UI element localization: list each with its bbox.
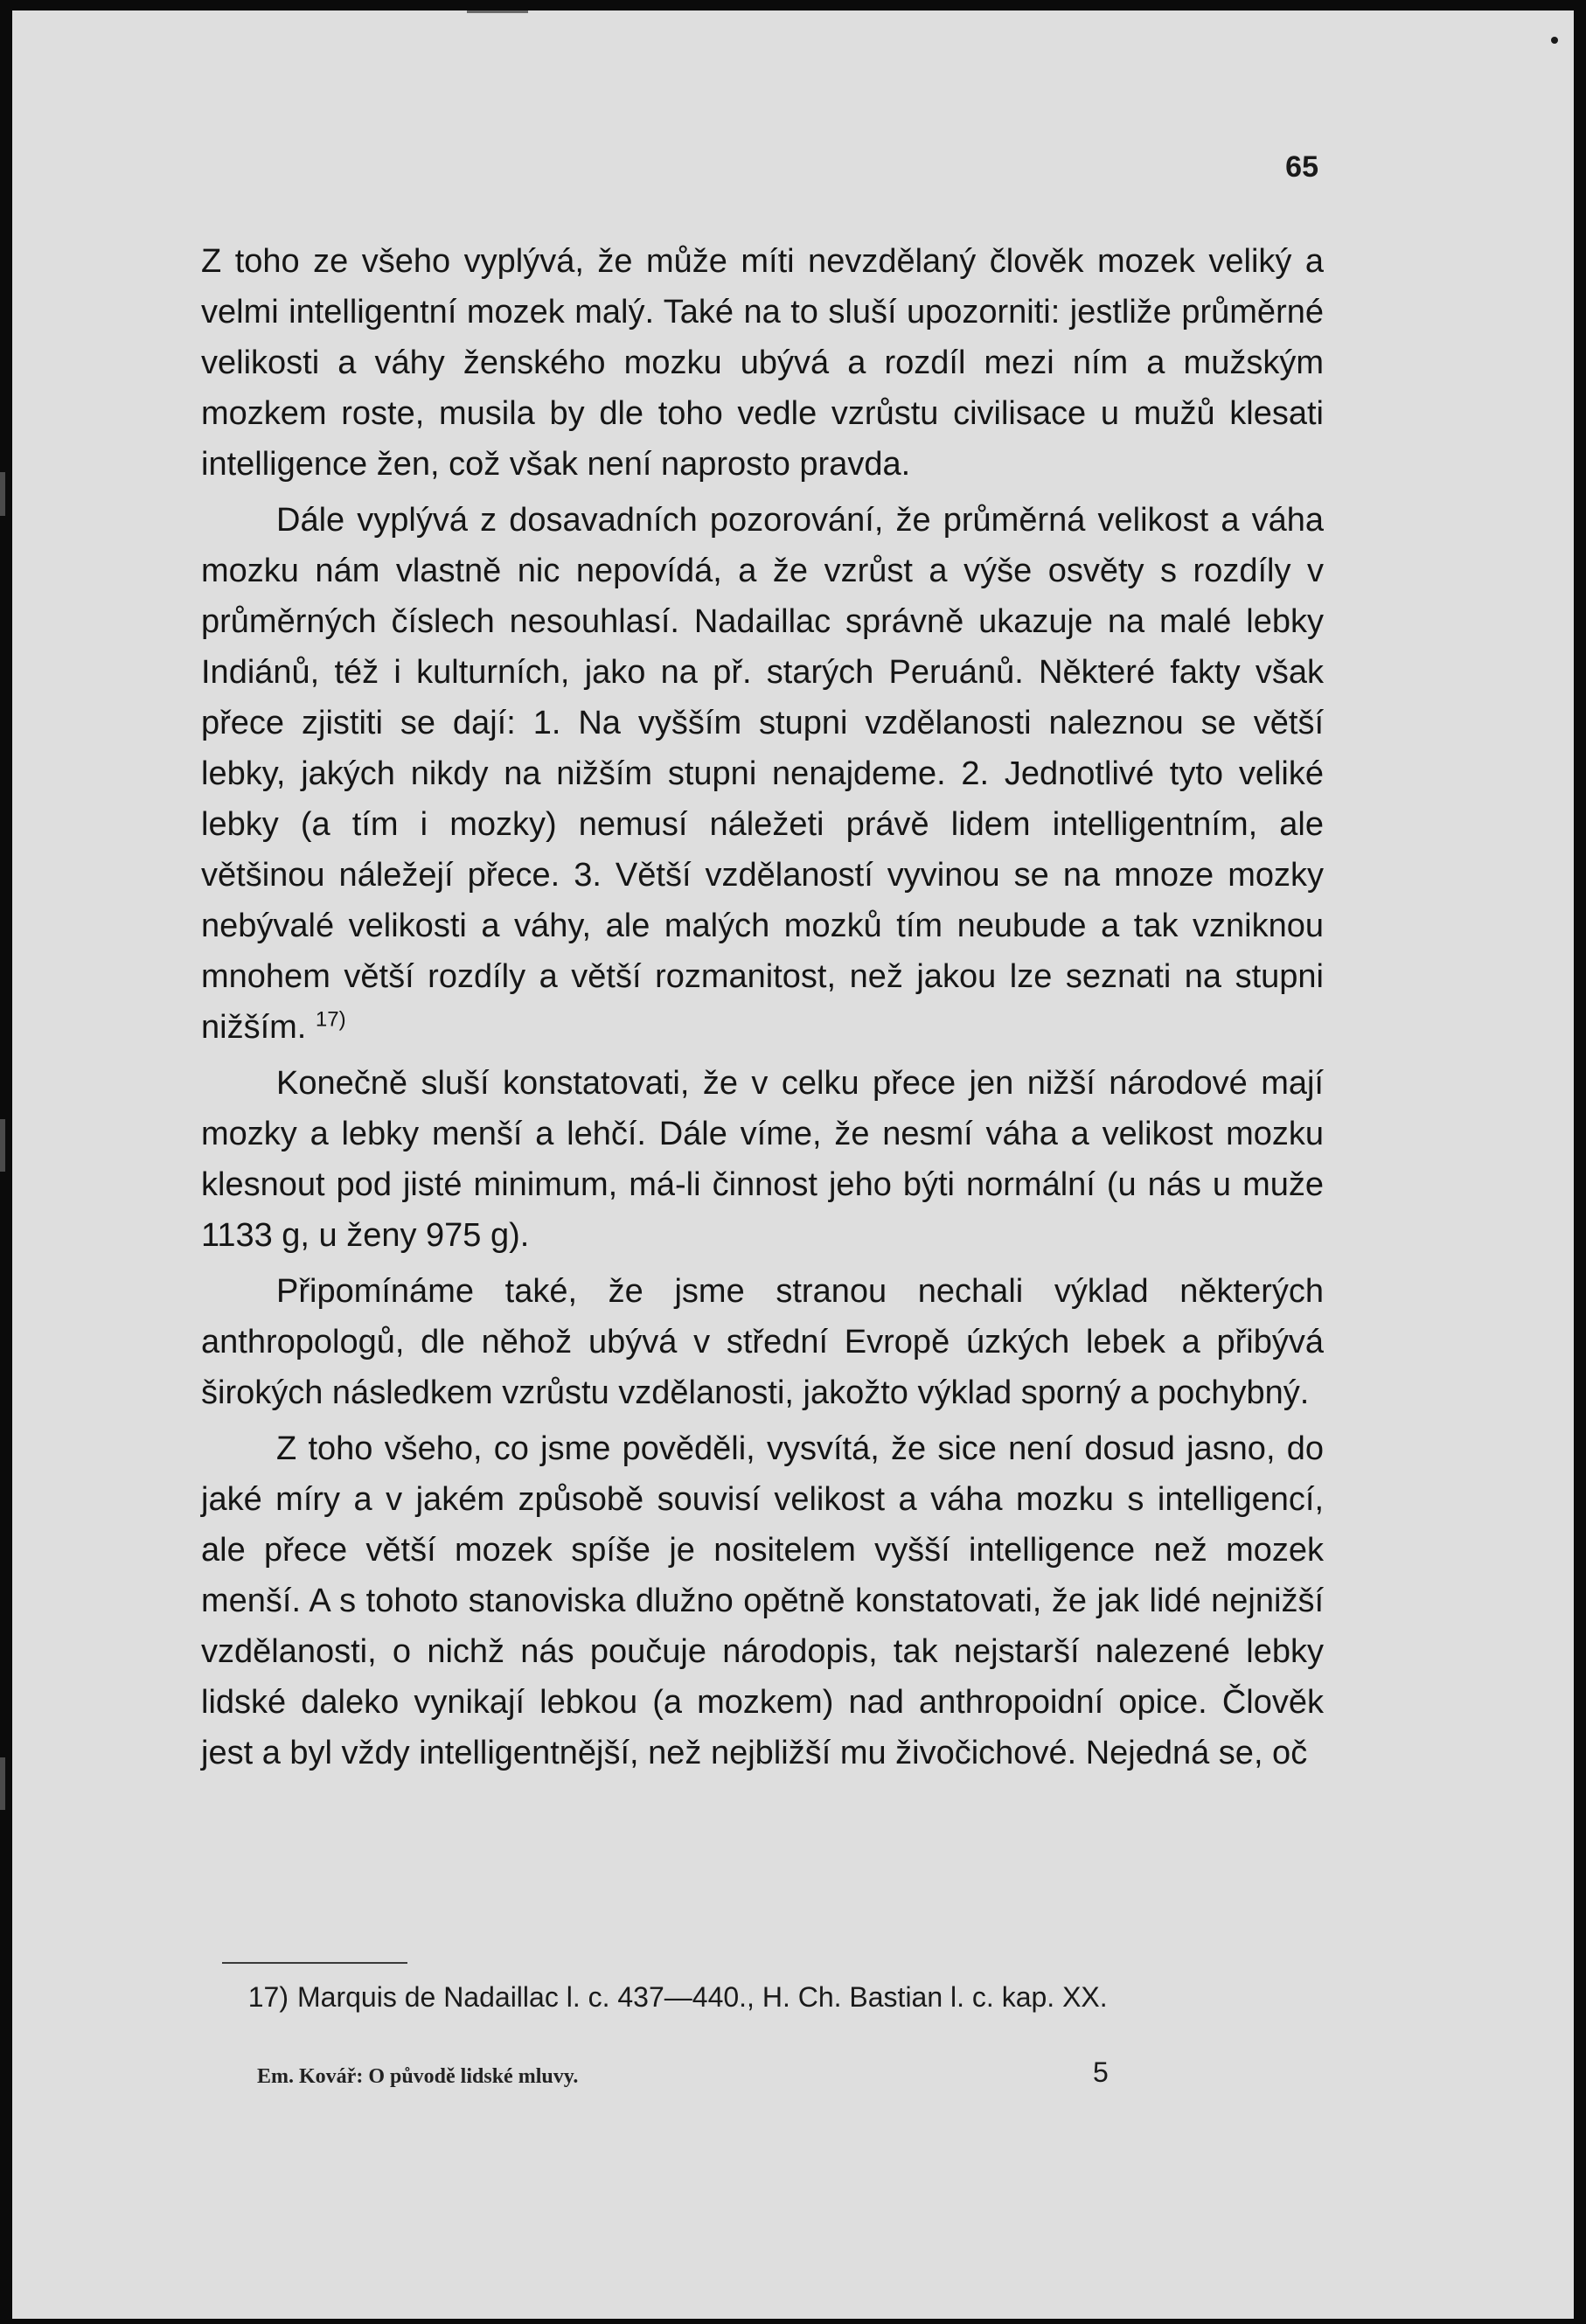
paragraph-1: Z toho ze všeho vyplývá, že může míti nevzdělaný člověk mozek veliký a velmi intelligentní mozek malý. Také na to sluší upozorniti: jestliže průměrné velikosti a váhy ženského mozku ubývá a rozdíl mezi ním a mužským mozkem roste, musila by dle toho vedle vzrůstu civilisace u mužů klesati intelligence žen, což však není naprosto pravda.	[201, 243, 1324, 483]
paragraph-2	[201, 495, 1324, 1053]
footnote-text: Marquis de Nadaillac l. c. 437—440., H. Ch. Bastian l. c. kap. XX.	[297, 1981, 1108, 2013]
footnote-divider	[222, 1962, 407, 1964]
paragraph-2-text: Dále vyplývá z dosavadních pozorování, že průměrná velikost a váha mozku nám vlastně nic nepovídá, a že vzrůst a výše osvěty s rozdíly v průměrných číslech nesouhlasí. Nadaillac správně ukazuje na malé lebky Indiánů, též i kulturních, jako na př. starých Peruánů. Některé fakty však přece zjistiti se dají: 1. Na vyšším stupni vzdělanosti naleznou se větší lebky, jakých nikdy na nižším stupni nenajdeme. 2. Jednotlivé tyto veliké lebky (a tím i mozky) nemusí náležeti právě lidem intelligentním, ale většinou náležejí přece. 3. Větší vzdělaností vyvinou se na mnoze mozky nebývalé velikosti a váhy, ale malých mozků tím neubude a tak vzniknou mnohem větší rozdíly a větší rozmanitost, než jakou lze seznati na stupni nižším.	[201, 502, 1324, 1046]
footnote-mark: 17)	[247, 1981, 289, 2013]
footer-signature: 5	[1093, 2056, 1109, 2088]
paragraph-4: Připomínáme také, že jsme stranou nechali výklad některých anthropologů, dle něhož ubývá v střední Evropě úzkých lebek a přibývá širokých následkem vzrůstu vzdělanosti, jakožto výklad sporný a pochybný.	[201, 1273, 1324, 1411]
footnote	[201, 1980, 1324, 2014]
binding-mark	[0, 472, 5, 516]
body-text	[201, 236, 1324, 1784]
footnote-reference: 17)	[315, 1007, 346, 1032]
paragraph-3: Konečně sluší konstatovati, že v celku přece jen nižší národové mají mozky a lebky menší a lehčí. Dále víme, že nesmí váha a velikost mozku klesnout pod jisté minimum, má-li činnost jeho býti normální (u nás u muže 1133 g, u ženy 975 g).	[201, 1065, 1324, 1254]
footer-author-title: Em. Kovář: O původě lidské mluvy.	[257, 2065, 579, 2088]
scan-dot	[1551, 37, 1558, 44]
binding-mark	[0, 1119, 5, 1172]
document-page	[12, 10, 1574, 2319]
scan-edge-mark	[467, 10, 528, 13]
page-number: 65	[1285, 150, 1318, 184]
paragraph-5: Z toho všeho, co jsme pověděli, vysvítá, že sice není dosud jasno, do jaké míry a v jakém způsobě souvisí velikost a váha mozku s intelligencí, ale přece větší mozek spíše je nositelem vyšší intelligence než mozek menší. A s tohoto stanoviska dlužno opětně konstatovati, že jak lidé nejnižší vzdělanosti, o nichž nás poučuje národopis, tak nejstarší nalezené lebky lidské daleko vynikají lebkou (a mozkem) nad anthropoidní opice. Člověk jest a byl vždy intelligentnější, než nejbližší mu živočichové. Nejedná se, oč	[201, 1430, 1324, 1771]
binding-mark	[0, 1757, 5, 1810]
